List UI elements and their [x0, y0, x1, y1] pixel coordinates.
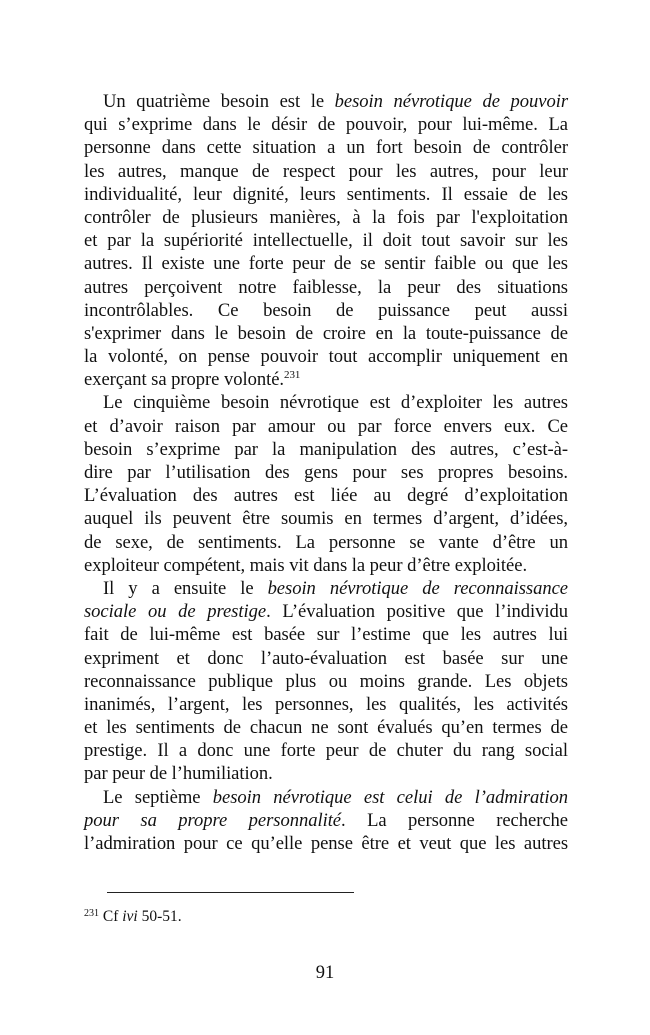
text-line	[84, 739, 568, 762]
text-line	[84, 183, 568, 206]
text-line	[84, 345, 568, 368]
text-run: auquel ils peuvent être soumis en termes d’argent, d’idées,	[84, 508, 568, 530]
text-run: personne dans cette situation a un fort besoin de contrôler	[84, 137, 568, 159]
text-run: autres perçoivent notre faiblesse, la peur des situations	[84, 276, 568, 298]
text-line	[84, 786, 568, 809]
text-run: et d’avoir raison par amour ou par force envers eux. Ce	[84, 415, 568, 437]
text-line	[84, 229, 568, 252]
text-line	[84, 600, 568, 623]
text-run: besoin s’exprime par la manipulation des autres, c’est-à-	[84, 438, 568, 460]
paragraph	[84, 577, 568, 786]
text-line	[84, 507, 568, 530]
text-run: Le cinquième besoin névrotique est d’exploiter les autres	[103, 392, 568, 414]
text-run: incontrôlables. Ce besoin de puissance peut aussi	[84, 299, 568, 321]
text-line	[84, 693, 568, 716]
text-run: contrôler de plusieurs manières, à la fois par l'exploitation	[84, 206, 568, 228]
text-line	[84, 762, 568, 785]
text-line	[84, 90, 568, 113]
text-line	[84, 554, 568, 577]
italic-run: besoin névrotique de pouvoir	[334, 91, 569, 112]
text-run: de sexe, de sentiments. La personne se vante d’être un	[84, 531, 568, 553]
text-run: exploiteur compétent, mais vit dans la peur d’être exploitée.	[84, 554, 528, 576]
text-line	[84, 623, 568, 646]
text-run: Un quatrième besoin est le	[103, 91, 335, 112]
footnote-reference: 231	[284, 369, 301, 382]
footnote-text-after: 50-51.	[137, 908, 182, 925]
text-line	[84, 647, 568, 670]
text-run: individualité, leur dignité, leurs sentiments. Il essaie de les	[84, 183, 568, 205]
paragraph	[84, 90, 568, 391]
text-run: exerçant sa propre volonté.	[84, 369, 284, 391]
text-line	[84, 415, 568, 438]
text-line	[84, 484, 568, 507]
footnote-231	[84, 907, 182, 927]
footnote-number: 231	[84, 908, 99, 919]
text-line	[84, 160, 568, 183]
text-line	[84, 670, 568, 693]
body-text	[84, 90, 568, 855]
text-run: autres. Il existe une forte peur de se sentir faible ou que les	[84, 253, 568, 275]
text-run: Le septième	[103, 786, 213, 808]
italic-run: besoin névrotique de reconnaissance	[267, 577, 568, 599]
italic-run: besoin névrotique est celui de l’admiration	[212, 786, 568, 808]
text-run: dire par l’utilisation des gens pour ses propres besoins.	[84, 462, 568, 483]
text-line	[84, 252, 568, 275]
text-run: et les sentiments de chacun ne sont évalués qu’en termes de	[84, 717, 568, 739]
text-line	[84, 438, 568, 461]
text-run: l’admiration pour ce qu’elle pense être et veut que les autres	[84, 833, 568, 854]
text-line	[84, 322, 568, 345]
footnote-italic: ivi	[122, 908, 138, 925]
italic-run: pour sa propre personnalité	[84, 809, 342, 831]
text-line	[84, 136, 568, 159]
text-line	[84, 577, 568, 600]
text-line	[84, 832, 568, 855]
text-run: et par la supériorité intellectuelle, il doit tout savoir sur les	[84, 230, 568, 252]
footnote-text-before: Cf	[102, 908, 123, 925]
text-line	[84, 299, 568, 322]
text-run: inanimés, l’argent, les personnes, les qualités, les activités	[84, 693, 568, 715]
text-run: s'exprimer dans le besoin de croire en la toute-puissance de	[84, 322, 568, 344]
text-line	[84, 391, 568, 414]
paragraph	[84, 391, 568, 577]
text-run: reconnaissance publique plus ou moins grande. Les objets	[84, 670, 568, 692]
text-run: les autres, manque de respect pour les autres, pour leur	[84, 160, 568, 182]
text-run: . L’évaluation positive que l’individu	[266, 601, 568, 623]
text-line	[84, 809, 568, 832]
text-line	[84, 716, 568, 739]
text-run: qui s’exprime dans le désir de pouvoir, pour lui-même. La	[84, 114, 568, 136]
footnote-separator	[107, 892, 354, 893]
text-line	[84, 368, 568, 391]
text-line	[84, 531, 568, 554]
text-run: par peur de l’humiliation.	[84, 763, 273, 785]
text-run: Il y a ensuite le	[103, 577, 268, 599]
italic-run: sociale ou de prestige	[84, 601, 267, 623]
text-line	[84, 113, 568, 136]
text-line	[84, 206, 568, 229]
text-run: expriment et donc l’auto-évaluation est basée sur une	[84, 647, 568, 669]
text-run: L’évaluation des autres est liée au degré d’exploitation	[84, 485, 568, 507]
text-run: prestige. Il a donc une forte peur de chuter du rang social	[84, 740, 568, 762]
text-line	[84, 276, 568, 299]
text-line	[84, 461, 568, 484]
text-run: la volonté, on pense pouvoir tout accomplir uniquement en	[84, 346, 568, 368]
text-run: fait de lui-même est basée sur l’estime que les autres lui	[84, 624, 568, 646]
text-run: . La personne recherche	[341, 809, 568, 831]
paragraph	[84, 786, 568, 856]
page-number: 91	[315, 963, 335, 983]
